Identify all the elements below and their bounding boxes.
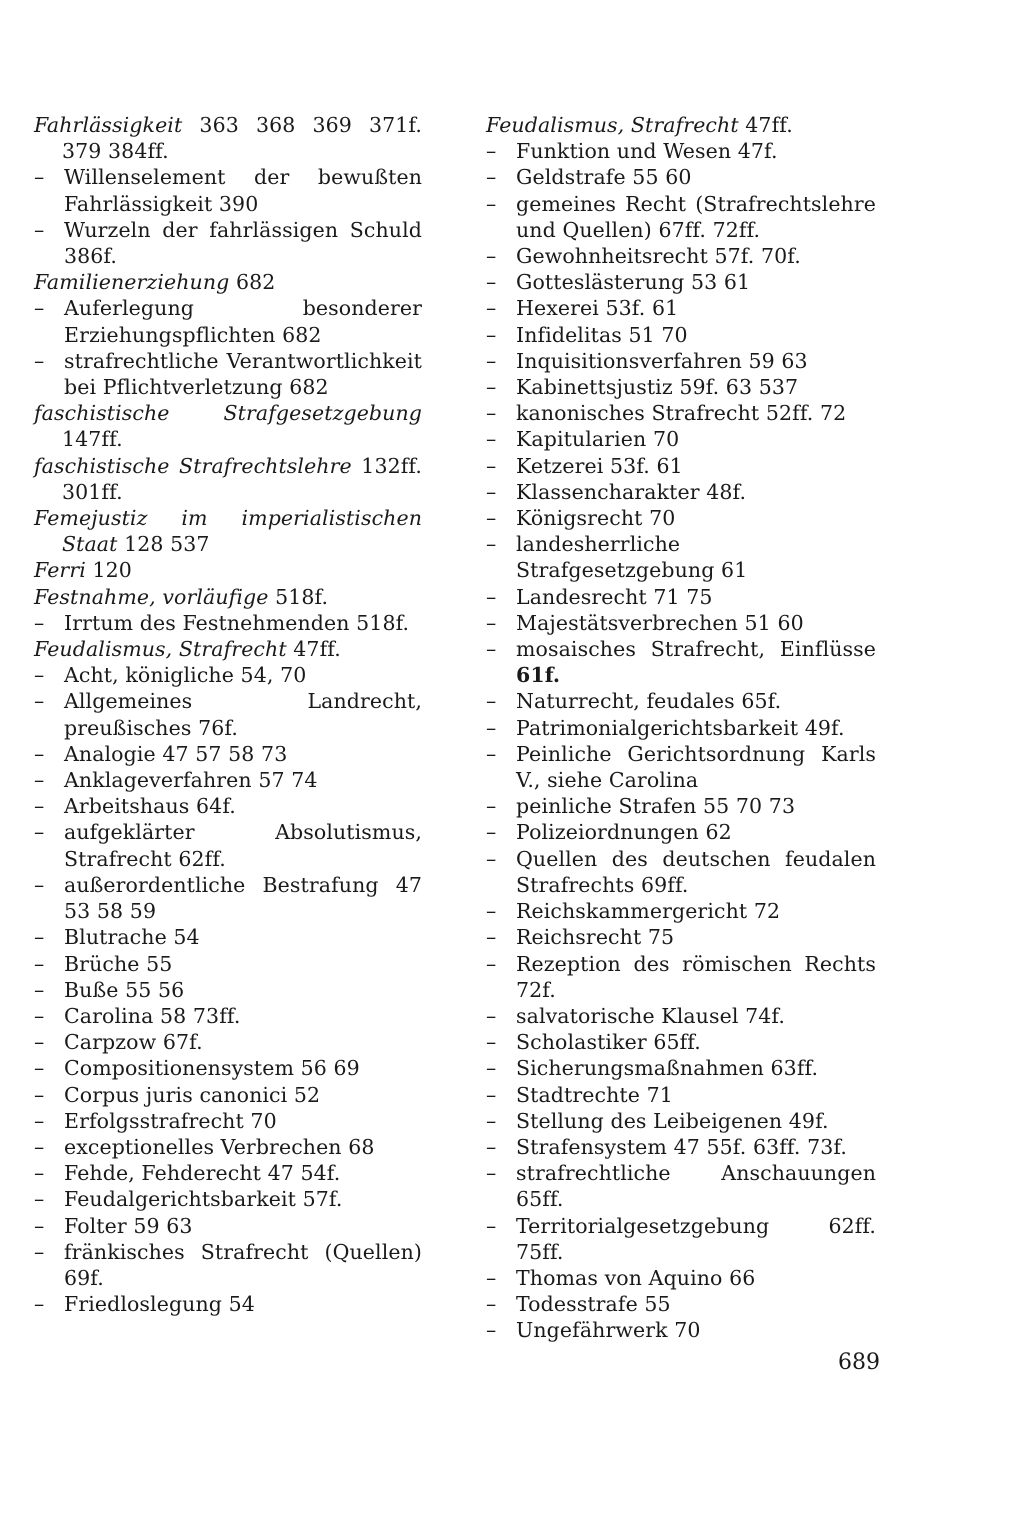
subentry-dash: –: [486, 532, 497, 557]
subentry-text: Infidelitas 51 70: [516, 322, 688, 347]
subentry-dash: –: [486, 899, 497, 924]
subentry-text: Kapitularien 70: [516, 427, 680, 452]
index-subentry: [486, 531, 876, 583]
index-subentry: [34, 951, 422, 977]
subentry-dash: –: [486, 348, 497, 373]
subentry-text: Allgemeines Landrecht, preußisches 76f.: [64, 689, 422, 740]
subentry-dash: –: [34, 217, 45, 242]
index-subentry: [486, 269, 876, 295]
index-subentry: [486, 610, 876, 636]
subentry-dash: –: [34, 1292, 45, 1317]
subentry-text: Reichskammergericht 72: [516, 899, 781, 924]
subentry-text: Gotteslästerung 53 61: [516, 270, 751, 295]
index-subentry: [486, 1003, 876, 1029]
subentry-text: Friedloslegung 54: [64, 1292, 255, 1317]
index-subentry: [486, 1213, 876, 1265]
index-subentry: [486, 846, 876, 898]
index-subentry: [486, 715, 876, 741]
subentry-text: Wurzeln der fahrlässigen Schuld 386f.: [64, 217, 422, 269]
index-term: Festnahme, vorläufige: [34, 584, 269, 609]
subentry-text: Feudalgerichtsbarkeit 57f.: [64, 1187, 343, 1212]
index-term: faschistische Strafrechtslehre: [34, 453, 352, 478]
index-subentry: [486, 191, 876, 243]
subentry-dash: –: [34, 1134, 45, 1159]
subentry-dash: –: [34, 872, 45, 897]
index-subentry: [486, 479, 876, 505]
index-subentry: [486, 636, 876, 688]
subentry-dash: –: [486, 820, 497, 845]
subentry-text: Stellung des Leibeigenen 49f.: [516, 1108, 829, 1133]
index-subentry: [34, 1029, 422, 1055]
index-subentry: [34, 1186, 422, 1212]
subentry-text: Polizeiordnungen 62: [516, 820, 732, 845]
index-subentry: [34, 977, 422, 1003]
subentry-dash: –: [486, 191, 497, 216]
index-subentry: [34, 767, 422, 793]
subentry-text: strafrechtliche Verantwortlichkeit bei Pflichtverletzung 682: [64, 348, 422, 400]
index-page-refs: 682: [235, 270, 276, 295]
subentry-dash: –: [486, 637, 497, 662]
subentry-text: fränkisches Strafrecht (Quellen) 69f.: [64, 1239, 422, 1290]
index-entry: [34, 557, 422, 583]
subentry-text: Auferlegung besonderer Erziehungspflichten 682: [64, 296, 422, 347]
subentry-dash: –: [486, 584, 497, 609]
index-entry: [34, 400, 422, 452]
index-subentry: [34, 1160, 422, 1186]
index-page-refs: 120: [92, 558, 132, 583]
index-subentry: [34, 819, 422, 871]
subentry-dash: –: [486, 610, 497, 635]
index-subentry: [34, 1239, 422, 1291]
index-subentry: [34, 295, 422, 347]
subentry-dash: –: [486, 951, 497, 976]
subentry-text: kanonisches Strafrecht 52ff. 72: [516, 401, 847, 426]
subentry-dash: –: [34, 1161, 45, 1186]
index-term: Femejustiz im imperialistischen Staat: [34, 506, 422, 557]
index-subentry: [34, 1003, 422, 1029]
subentry-dash: –: [486, 1265, 497, 1290]
subentry-text: Funktion und Wesen 47f.: [516, 139, 778, 164]
subentry-text: Ungefährwerk 70: [516, 1318, 701, 1343]
subentry-dash: –: [486, 165, 497, 190]
subentry-text: Carpzow 67f.: [64, 1030, 203, 1055]
subentry-dash: –: [34, 794, 45, 819]
index-subentry: [486, 295, 876, 321]
subentry-text: peinliche Strafen 55 70 73: [516, 794, 796, 819]
index-page-refs: 147ff.: [62, 427, 123, 452]
subentry-text: Analogie 47 57 58 73: [64, 741, 288, 766]
subentry-text: Corpus juris canonici 52: [64, 1082, 321, 1107]
index-entry: [34, 453, 422, 505]
subentry-text: Peinliche Gerichtsordnung Karls V., siehe Carolina: [516, 741, 876, 793]
subentry-text: Scholastiker 65ff.: [516, 1030, 701, 1055]
subentry-text: Rezeption des römischen Rechts 72f.: [516, 951, 876, 1002]
subentry-bold-ref: 61f.: [516, 663, 561, 688]
index-column-right: [486, 112, 876, 1344]
subentry-dash: –: [34, 925, 45, 950]
index-subentry: [486, 1134, 876, 1160]
subentry-text: Compositionensystem 56 69: [64, 1056, 360, 1081]
index-subentry: [34, 688, 422, 740]
subentry-dash: –: [486, 401, 497, 426]
index-subentry: [486, 243, 876, 269]
index-subentry: [34, 164, 422, 216]
subentry-dash: –: [34, 1108, 45, 1133]
index-page-refs: 47ff.: [293, 637, 341, 662]
subentry-dash: –: [486, 296, 497, 321]
subentry-dash: –: [486, 1003, 497, 1028]
index-page-refs: 363 368 369 371f. 379 384ff.: [62, 113, 422, 164]
index-subentry: [486, 453, 876, 479]
subentry-dash: –: [486, 794, 497, 819]
subentry-dash: –: [486, 1082, 497, 1107]
subentry-text: exceptionelles Verbrechen 68: [64, 1134, 375, 1159]
index-subentry: [486, 374, 876, 400]
subentry-dash: –: [486, 427, 497, 452]
subentry-text: gemeines Recht (Strafrechtslehre und Quellen) 67ff. 72ff.: [516, 191, 876, 242]
index-subentry: [34, 1291, 422, 1317]
subentry-text: Königsrecht 70: [516, 506, 676, 531]
subentry-dash: –: [34, 1213, 45, 1238]
subentry-dash: –: [486, 1030, 497, 1055]
index-term: Familienerziehung: [34, 270, 230, 295]
index-subentry: [486, 1108, 876, 1134]
index-subentry: [486, 1029, 876, 1055]
subentry-dash: –: [34, 296, 45, 321]
index-subentry: [486, 1082, 876, 1108]
index-entry: [34, 584, 422, 610]
subentry-dash: –: [34, 820, 45, 845]
index-subentry: [34, 1055, 422, 1081]
subentry-dash: –: [486, 846, 497, 871]
index-entry: [34, 636, 422, 662]
subentry-text: Irrtum des Festnehmenden 518f.: [64, 610, 410, 635]
subentry-text: Brüche 55: [64, 951, 173, 976]
index-subentry: [486, 951, 876, 1003]
subentry-dash: –: [486, 1134, 497, 1159]
subentry-dash: –: [486, 375, 497, 400]
subentry-dash: –: [34, 165, 45, 190]
index-subentry: [34, 217, 422, 269]
index-subentry: [486, 1317, 876, 1343]
subentry-dash: –: [486, 453, 497, 478]
index-term: Fahrlässigkeit: [34, 113, 183, 137]
subentry-text: Blutrache 54: [64, 925, 200, 950]
subentry-text: Acht, königliche 54, 70: [64, 663, 307, 688]
subentry-text: Todesstrafe 55: [516, 1292, 671, 1317]
index-subentry: [486, 400, 876, 426]
index-subentry: [486, 688, 876, 714]
subentry-dash: –: [486, 244, 497, 269]
index-entry: [34, 112, 422, 164]
subentry-text: Majestätsverbrechen 51 60: [516, 610, 804, 635]
subentry-text: Geldstrafe 55 60: [516, 165, 692, 190]
index-subentry: [486, 1291, 876, 1317]
subentry-text: Willenselement der bewußten Fahrlässigkeit 390: [64, 165, 422, 216]
subentry-text: aufgeklärter Absolutismus, Strafrecht 62ff.: [64, 820, 422, 871]
subentry-dash: –: [486, 1292, 497, 1317]
index-subentry: [486, 164, 876, 190]
page-number: 689: [838, 1350, 880, 1375]
index-subentry: [486, 924, 876, 950]
index-subentry: [486, 741, 876, 793]
index-subentry: [486, 793, 876, 819]
index-subentry: [486, 505, 876, 531]
subentry-dash: –: [486, 479, 497, 504]
index-subentry: [486, 819, 876, 845]
subentry-dash: –: [34, 741, 45, 766]
subentry-text: Carolina 58 73ff.: [64, 1003, 241, 1028]
subentry-text: Strafensystem 47 55f. 63ff. 73f.: [516, 1134, 847, 1159]
subentry-text: Quellen des deutschen feudalen Strafrechts 69ff.: [516, 846, 876, 897]
subentry-dash: –: [486, 270, 497, 295]
index-subentry: [486, 322, 876, 348]
subentry-dash: –: [486, 1318, 497, 1343]
subentry-text: Buße 55 56: [64, 977, 185, 1002]
subentry-dash: –: [486, 689, 497, 714]
index-page-refs: 132ff. 301ff.: [62, 453, 422, 504]
subentry-dash: –: [486, 1108, 497, 1133]
index-subentry: [34, 610, 422, 636]
subentry-dash: –: [486, 1056, 497, 1081]
subentry-dash: –: [34, 1030, 45, 1055]
index-entry: [34, 269, 422, 295]
subentry-text: strafrechtliche Anschauungen 65ff.: [516, 1161, 876, 1212]
index-term: Ferri: [34, 558, 86, 583]
index-subentry: [486, 426, 876, 452]
subentry-dash: –: [34, 1187, 45, 1212]
subentry-text: Patrimonialgerichtsbarkeit 49f.: [516, 715, 845, 740]
index-entry: [486, 112, 876, 138]
subentry-text: Inquisitionsverfahren 59 63: [516, 348, 808, 373]
subentry-dash: –: [486, 1213, 497, 1238]
index-subentry: [34, 924, 422, 950]
index-page-refs: 128 537: [124, 532, 210, 557]
subentry-dash: –: [34, 951, 45, 976]
subentry-text: Ketzerei 53f. 61: [516, 453, 683, 478]
subentry-text: Erfolgsstrafrecht 70: [64, 1108, 277, 1133]
subentry-dash: –: [486, 506, 497, 531]
index-subentry: [486, 584, 876, 610]
subentry-dash: –: [486, 925, 497, 950]
subentry-text: Anklageverfahren 57 74: [64, 768, 318, 793]
index-subentry: [34, 872, 422, 924]
subentry-text: Kabinettsjustiz 59f. 63 537: [516, 375, 799, 400]
subentry-dash: –: [486, 1161, 497, 1186]
subentry-dash: –: [486, 715, 497, 740]
subentry-dash: –: [34, 1003, 45, 1028]
index-term: faschistische Strafgesetzgebung: [34, 401, 422, 426]
subentry-text: Landesrecht 71 75: [516, 584, 713, 609]
index-entry: [34, 505, 422, 557]
subentry-text: Naturrecht, feudales 65f.: [516, 689, 782, 714]
index-subentry: [34, 793, 422, 819]
index-term: Feudalismus, Strafrecht: [486, 113, 739, 137]
subentry-dash: –: [34, 663, 45, 688]
index-subentry: [34, 348, 422, 400]
index-term: Feudalismus, Strafrecht: [34, 637, 287, 662]
subentry-dash: –: [34, 348, 45, 373]
subentry-text: Sicherungsmaßnahmen 63ff.: [516, 1056, 819, 1081]
subentry-text: landesherrliche Strafgesetzgebung 61: [516, 532, 748, 583]
index-subentry: [486, 1160, 876, 1212]
subentry-text: salvatorische Klausel 74f.: [516, 1003, 785, 1028]
index-page-refs: 47ff.: [745, 113, 793, 137]
subentry-text: Territorialgesetzgebung 62ff. 75ff.: [516, 1213, 876, 1264]
subentry-dash: –: [34, 1082, 45, 1107]
subentry-dash: –: [34, 1056, 45, 1081]
index-column-left: [34, 112, 422, 1317]
index-subentry: [34, 1134, 422, 1160]
subentry-text: Klassencharakter 48f.: [516, 479, 747, 504]
index-subentry: [486, 348, 876, 374]
index-subentry: [486, 1265, 876, 1291]
subentry-dash: –: [34, 1239, 45, 1264]
subentry-dash: –: [34, 689, 45, 714]
subentry-text: Thomas von Aquino 66: [516, 1265, 756, 1290]
subentry-dash: –: [34, 977, 45, 1002]
subentry-text: Reichsrecht 75: [516, 925, 675, 950]
subentry-text: Fehde, Fehderecht 47 54f.: [64, 1161, 341, 1186]
subentry-dash: –: [486, 741, 497, 766]
index-subentry: [486, 898, 876, 924]
index-subentry: [34, 662, 422, 688]
subentry-dash: –: [34, 610, 45, 635]
index-subentry: [486, 1055, 876, 1081]
subentry-dash: –: [486, 322, 497, 347]
subentry-dash: –: [486, 139, 497, 164]
index-subentry: [34, 1108, 422, 1134]
subentry-dash: –: [34, 768, 45, 793]
index-subentry: [34, 741, 422, 767]
subentry-text: Folter 59 63: [64, 1213, 193, 1238]
index-subentry: [34, 1213, 422, 1239]
subentry-text: Arbeitshaus 64f.: [64, 794, 236, 819]
index-subentry: [34, 1082, 422, 1108]
index-page-refs: 518f.: [275, 584, 329, 609]
index-subentry: [486, 138, 876, 164]
subentry-text: Stadtrechte 71: [516, 1082, 673, 1107]
subentry-text: Hexerei 53f. 61: [516, 296, 679, 321]
subentry-text: Gewohnheitsrecht 57f. 70f.: [516, 244, 801, 269]
subentry-text: außerordentliche Bestrafung 47 53 58 59: [64, 872, 422, 924]
subentry-text: mosaisches Strafrecht, Einflüsse: [516, 637, 876, 662]
